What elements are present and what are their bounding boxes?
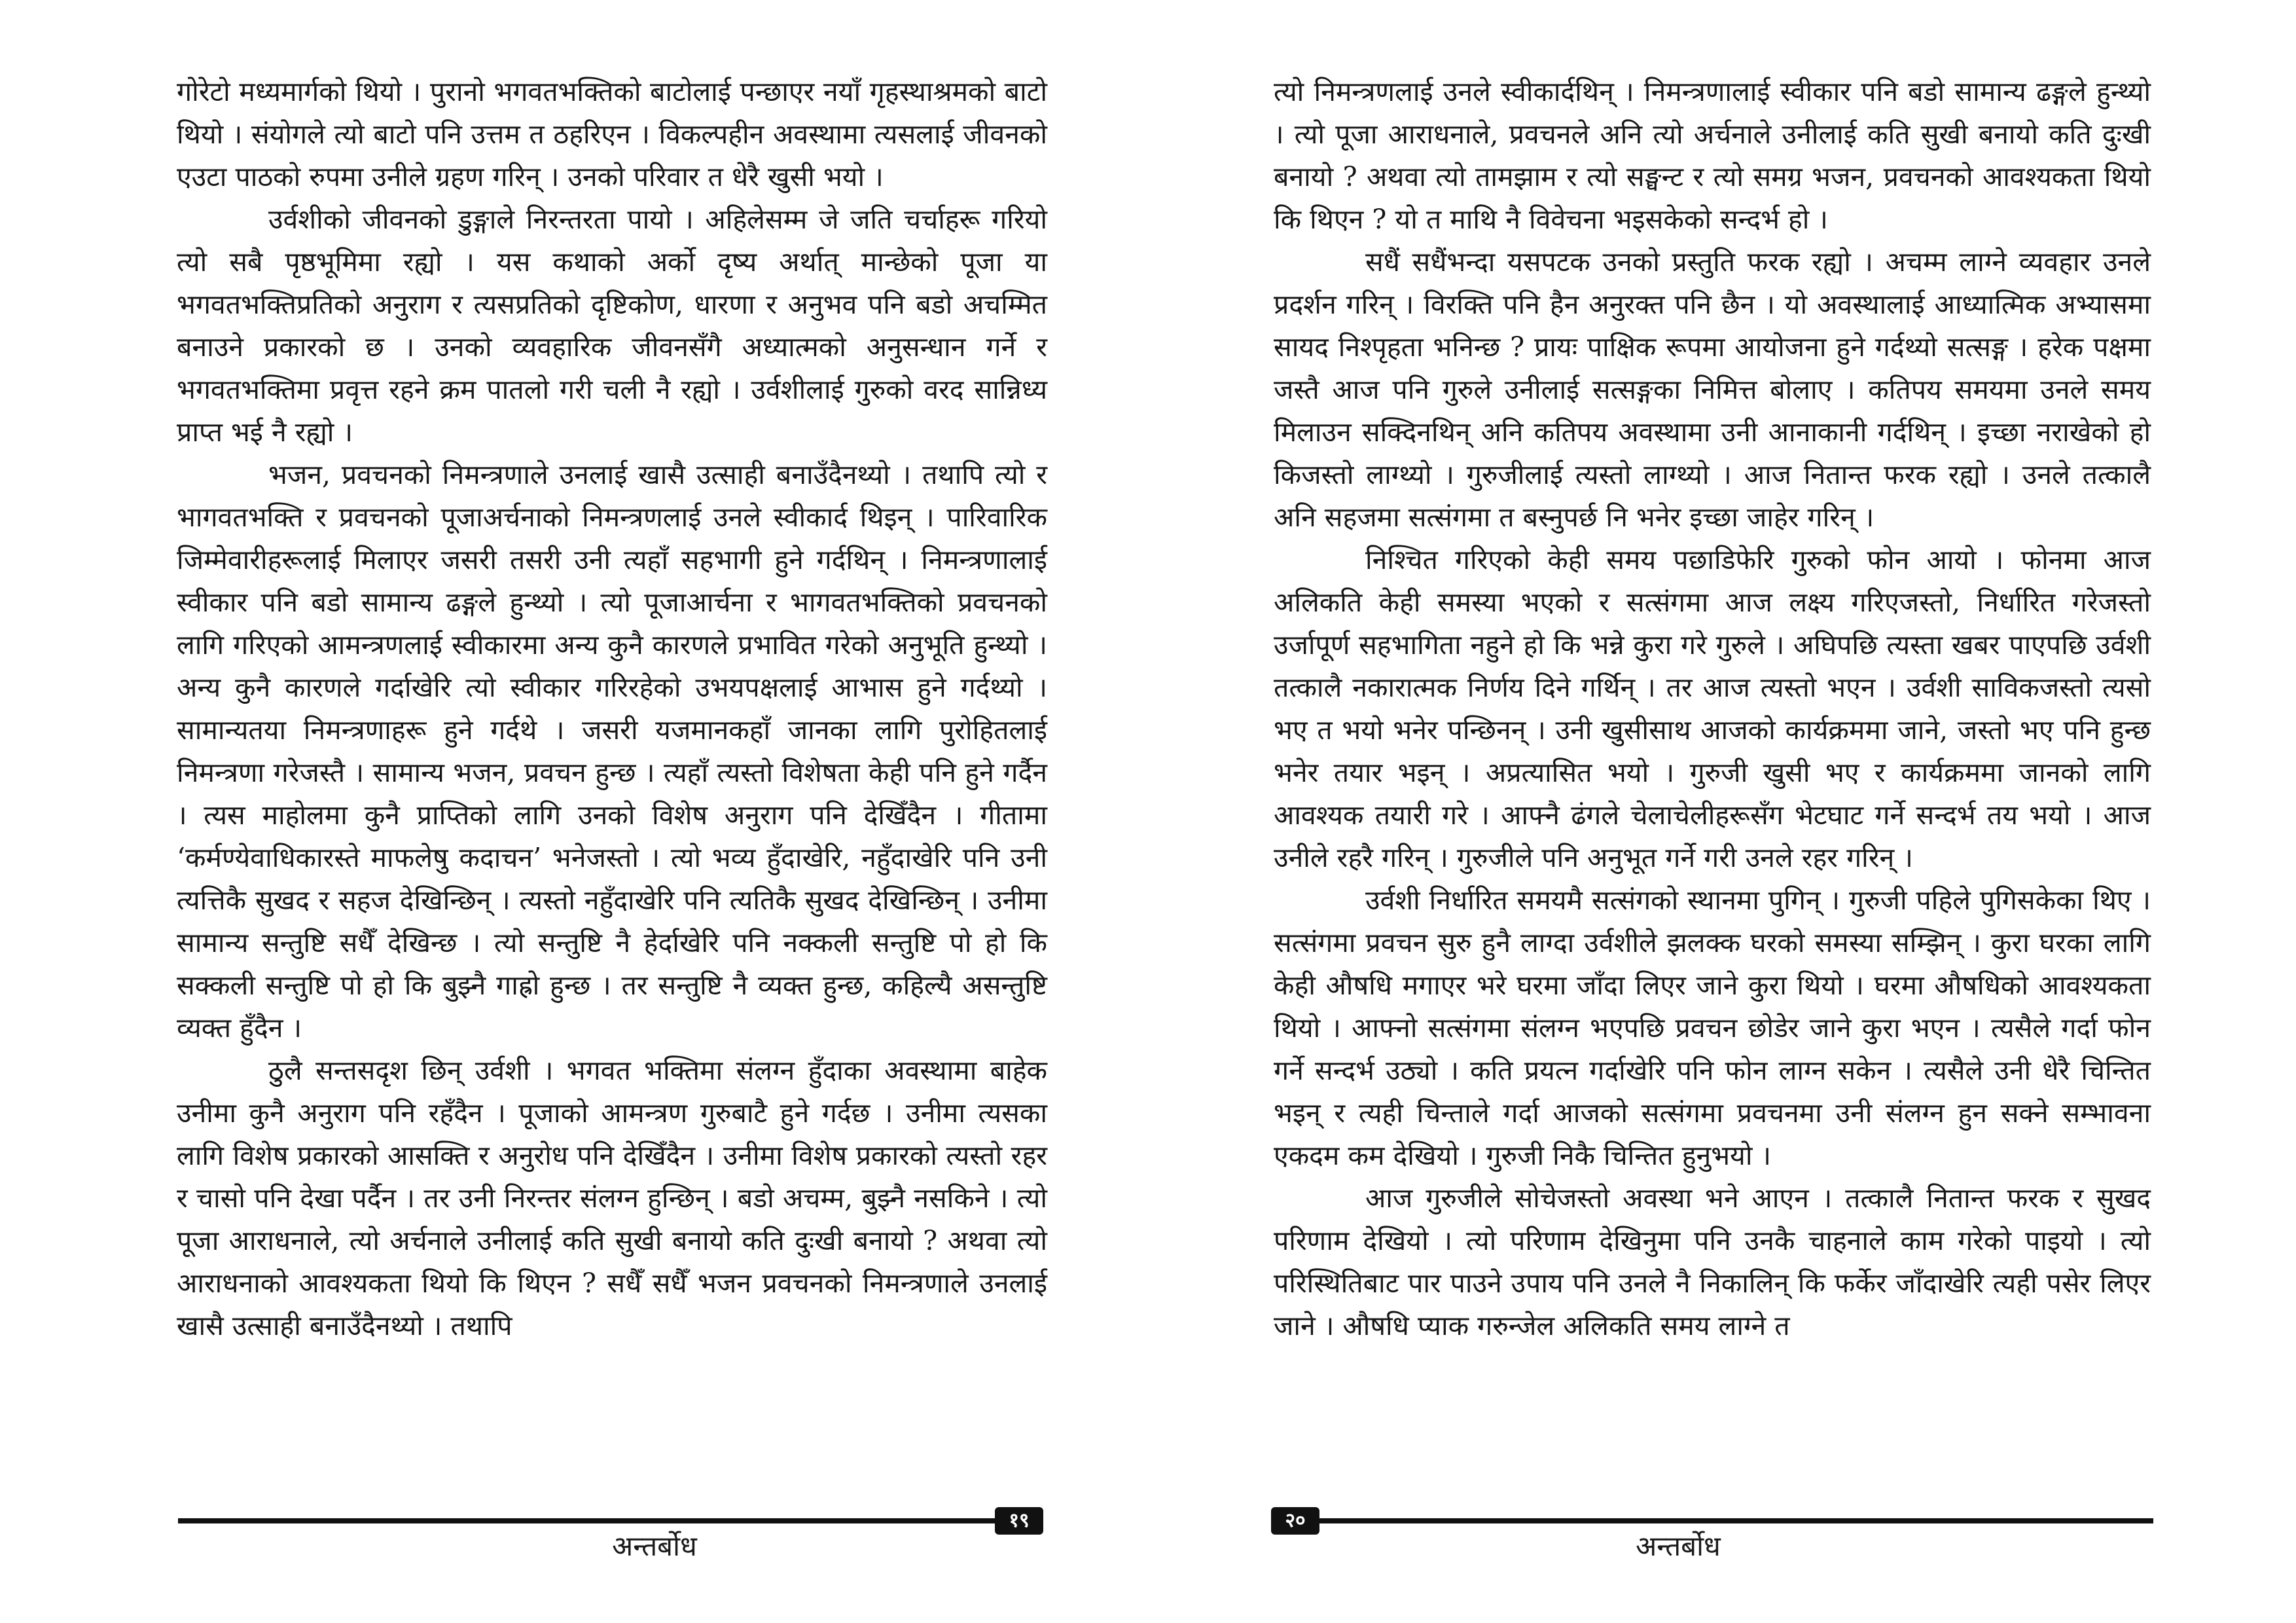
paragraph: उर्वशी निर्धारित समयमै सत्संगको स्थानमा पुगिन् । गुरुजी पहिले पुगिसकेका थिए । सत्संगमा प्रवचन सुरु हुनै लाग्दा उर्वशीले झलक्क घरको समस्या सम्झिन् । कुरा घरका लागि केही औषधि मगाएर भरे घरमा जाँदा लिएर जाने कुरा थियो । घरमा औषधिको आवश्यकता थियो । आफ्नो सत्संगमा संलग्न भएपछि प्रवचन छोडेर जाने कुरा भएन । त्यसैले गर्दा फोन गर्ने सन्दर्भ उठ्यो । कति प्रयत्न गर्दाखेरि पनि फोन लाग्न सकेन । त्यसैले उनी धेरै चिन्तित भइन् र त्यही चिन्ताले गर्दा आजको सत्संगमा प्रवचनमा उनी संलग्न हुन सक्ने सम्भावना एकदम कम देखियो । गुरुजी निकै चिन्तित हुनुभयो ।: [1274, 884, 2151, 1171]
right-page: [1148, 0, 2296, 1623]
paragraph: ठुलै सन्तसदृश छिन् उर्वशी । भगवत भक्तिमा संलग्न हुँदाका अवस्थामा बाहेक उनीमा कुनै अनुराग पनि रहँदैन । पूजाको आमन्त्रण गुरुबाटै हुने गर्दछ । उनीमा त्यसका लागि विशेष प्रकारको आसक्ति र अनुरोध पनि देखिँदैन । उनीमा विशेष प्रकारको त्यस्तो रहर र चासो पनि देखा पर्दैन । तर उनी निरन्तर संलग्न हुन्छिन् । बडो अचम्म, बुझ्नै नसकिने । त्यो पूजा आराधनाले, त्यो अर्चनाले उनीलाई कति सुखी बनायो कति दुःखी बनायो ? अथवा त्यो आराधनाको आवश्यकता थियो कि थिएन ? सधैँ सधैँ भजन प्रवचनको निमन्त्रणाले उनलाई खासै उत्साही बनाउँदैनथ्यो । तथापि: [177, 1055, 1047, 1341]
paragraph: त्यो निमन्त्रणलाई उनले स्वीकार्दथिन् । निमन्त्रणालाई स्वीकार पनि बडो सामान्य ढङ्गले हुन्थ्यो । त्यो पूजा आराधनाले, प्रवचनले अनि त्यो अर्चनाले उनीलाई कति सुखी बनायो कति दुःखी बनायो ? अथवा त्यो तामझाम र त्यो सङ्घन्ट र त्यो समग्र भजन, प्रवचनको आवश्यकता थियो कि थिएन ? यो त माथि नै विवेचना भइसकेको सन्दर्भ हो ।: [1274, 76, 2151, 235]
footer-rule: [178, 1518, 1000, 1523]
page-number: १९: [995, 1507, 1043, 1535]
paragraph: गोरेटो मध्यमार्गको थियो । पुरानो भगवतभक्तिको बाटोलाई पन्छाएर नयाँ गृहस्थाश्रमको बाटो थियो । संयोगले त्यो बाटो पनि उत्तम त ठहरिएन । विकल्पहीन अवस्थामा त्यसलाई जीवनको एउटा पाठको रुपमा उनीले ग्रहण गरिन् । उनको परिवार त धेरै खुसी भयो ।: [177, 76, 1047, 192]
running-footer-title: अन्तर्बोध: [612, 1530, 697, 1562]
paragraph: आज गुरुजीले सोचेजस्तो अवस्था भने आएन । तत्कालै नितान्त फरक र सुखद परिणाम देखियो । त्यो परिणाम देखिनुमा पनि उनकै चाहनाले काम गरेको पाइयो । त्यो परिस्थितिबाट पार पाउने उपाय पनि उनले नै निकालिन् कि फर्केर जाँदाखेरि त्यही पसेर लिएर जाने । औषधि प्याक गरुन्जेल अलिकति समय लाग्ने त: [1274, 1182, 2151, 1341]
paragraph: उर्वशीको जीवनको डुङ्गाले निरन्तरता पायो । अहिलेसम्म जे जति चर्चाहरू गरियो त्यो सबै पृष्ठभूमिमा रह्यो । यस कथाको अर्को दृष्य अर्थात् मान्छेको पूजा या भगवतभक्तिप्रतिको अनुराग र त्यसप्रतिको दृष्टिकोण, धारणा र अनुभव पनि बडो अचम्मित बनाउने प्रकारको छ । उनको व्यवहारिक जीवनसँगै अध्यात्मको अनुसन्धान गर्ने र भगवतभक्तिमा प्रवृत्त रहने क्रम पातलो गरी चली नै रह्यो । उर्वशीलाई गुरुको वरद सान्निध्य प्राप्त भई नै रह्यो ।: [177, 204, 1047, 448]
left-page-body: [177, 71, 1047, 1347]
footer-rule: [1319, 1518, 2153, 1523]
right-page-body: [1274, 71, 2151, 1347]
paragraph: भजन, प्रवचनको निमन्त्रणाले उनलाई खासै उत्साही बनाउँदैनथ्यो । तथापि त्यो र भागवतभक्ति र प्रवचनको पूजाअर्चनाको निमन्त्रणलाई उनले स्वीकार्द थिइन् । पारिवारिक जिम्मेवारीहरूलाई मिलाएर जसरी तसरी उनी त्यहाँ सहभागी हुने गर्दथिन् । निमन्त्रणालाई स्वीकार पनि बडो सामान्य ढङ्गले हुन्थ्यो । त्यो पूजाआर्चना र भागवतभक्तिको प्रवचनको लागि गरिएको आमन्त्रणलाई स्वीकारमा अन्य कुनै कारणले प्रभावित गरेको अनुभूति हुन्थ्यो । अन्य कुनै कारणले गर्दाखेरि त्यो स्वीकार गरिरहेको उभयपक्षलाई आभास हुने गर्दथ्यो । सामान्यतया निमन्त्रणाहरू हुने गर्दथे । जसरी यजमानकहाँ जानका लागि पुरोहितलाई निमन्त्रणा गरेजस्तै । सामान्य भजन, प्रवचन हुन्छ । त्यहाँ त्यस्तो विशेषता केही पनि हुने गर्दैन । त्यस माहोलमा कुनै प्राप्तिको लागि उनको विशेष अनुराग पनि देखिँदैन । गीतामा ‘कर्मण्येवाधिकारस्ते माफलेषु कदाचन’ भनेजस्तो । त्यो भव्य हुँदाखेरि, नहुँदाखेरि पनि उनी त्यत्तिकै सुखद र सहज देखिन्छिन् । त्यस्तो नहुँदाखेरि पनि त्यतिकै सुखद देखिन्छिन् । उनीमा सामान्य सन्तुष्टि सधैँ देखिन्छ । त्यो सन्तुष्टि नै हेर्दाखेरि पनि नक्कली सन्तुष्टि पो हो कि सक्कली सन्तुष्टि पो हो कि बुझ्नै गाह्रो हुन्छ । तर सन्तुष्टि नै व्यक्त हुन्छ, कहिल्यै असन्तुष्टि व्यक्त हुँदैन ।: [177, 459, 1047, 1044]
paragraph: निश्चित गरिएको केही समय पछाडिफेरि गुरुको फोन आयो । फोनमा आज अलिकति केही समस्या भएको र सत्संगमा आज लक्ष्य गरिएजस्तो, निर्धारित गरेजस्तो उर्जापूर्ण सहभागिता नहुने हो कि भन्ने कुरा गरे गुरुले । अघिपछि त्यस्ता खबर पाएपछि उर्वशी तत्कालै नकारात्मक निर्णय दिने गर्थिन् । तर आज त्यस्तो भएन । उर्वशी साविकजस्तो त्यसो भए त भयो भनेर पन्छिनन् । उनी खुसीसाथ आजको कार्यक्रममा जाने, जस्तो भए पनि हुन्छ भनेर तयार भइन् । अप्रत्यासित भयो । गुरुजी खुसी भए र कार्यक्रममा जानको लागि आवश्यक तयारी गरे । आफ्नै ढंगले चेलाचेलीहरूसँग भेटघाट गर्ने सन्दर्भ तय भयो । आज उनीले रहरै गरिन् । गुरुजीले पनि अनुभूत गर्ने गरी उनले रहर गरिन् ।: [1274, 544, 2151, 873]
running-footer-title: अन्तर्बोध: [1636, 1530, 1721, 1562]
paragraph: सधैं सधैंभन्दा यसपटक उनको प्रस्तुति फरक रह्यो । अचम्म लाग्ने व्यवहार उनले प्रदर्शन गरिन् । विरक्ति पनि हैन अनुरक्त पनि छैन । यो अवस्थालाई आध्यात्मिक अभ्यासमा सायद निश्पृहता भनिन्छ ? प्रायः पाक्षिक रूपमा आयोजना हुने गर्दथ्यो सत्सङ्ग । हरेक पक्षमा जस्तै आज पनि गुरुले उनीलाई सत्सङ्गका निमित्त बोलाए । कतिपय समयमा उनले समय मिलाउन सक्दिनथिन् अनि कतिपय अवस्थामा उनी आनाकानी गर्दथिन् । इच्छा नराखेको हो किजस्तो लाग्थ्यो । गुरुजीलाई त्यस्तो लाग्थ्यो । आज नितान्त फरक रह्यो । उनले तत्कालै अनि सहजमा सत्संगमा त बस्नुपर्छ नि भनेर इच्छा जाहेर गरिन् ।: [1274, 246, 2151, 533]
page-number: २०: [1271, 1507, 1319, 1535]
